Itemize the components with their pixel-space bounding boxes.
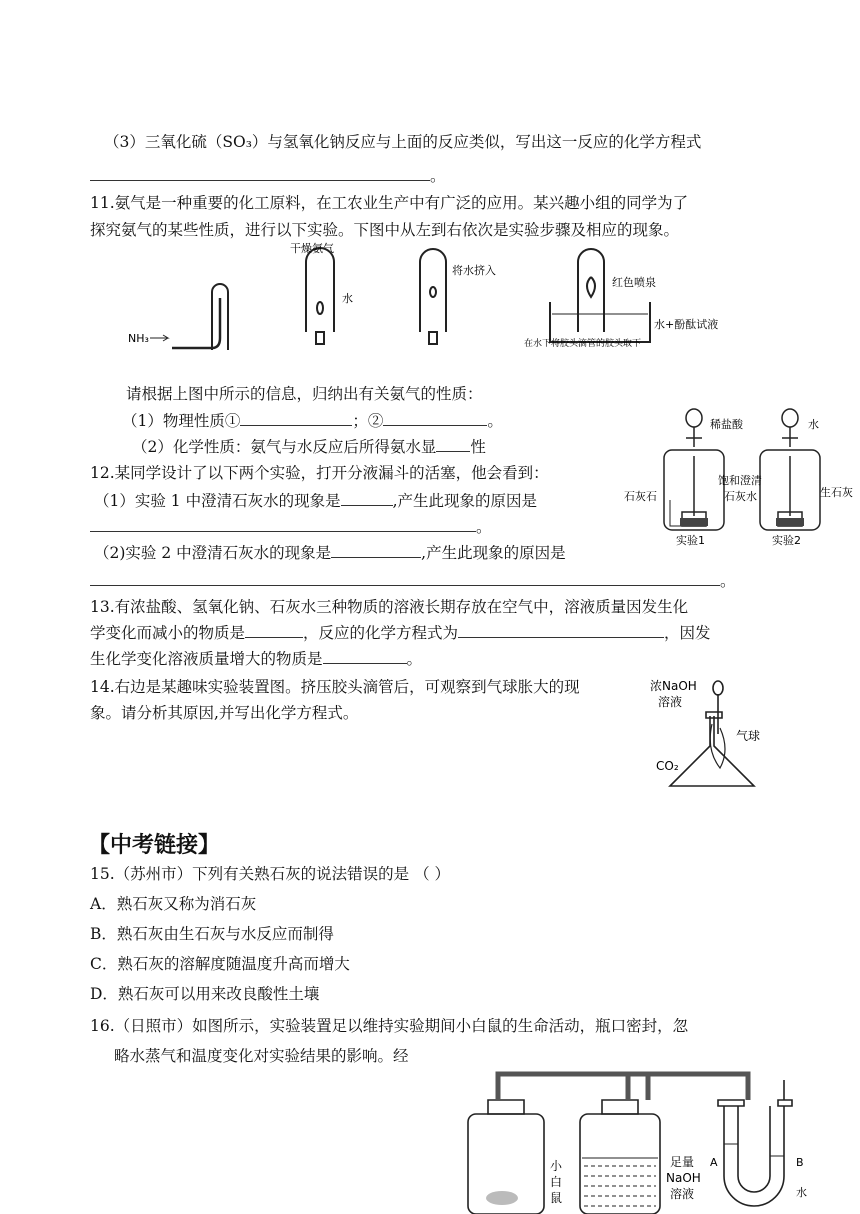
naoh-label-1: 浓NaOH [650, 679, 697, 693]
limestone-label: 石灰石 [624, 490, 657, 503]
fountain-label: 红色喷泉 [612, 276, 656, 289]
q15-option-d[interactable]: D．熟石灰可以用来改良酸性土壤 [90, 985, 320, 1003]
squeeze-label: 将水挤入 [452, 264, 496, 277]
q16-line1: 16.（日照市）如图所示，实验装置足以维持实验期间小白鼠的生命活动，瓶口密封，忽 [90, 1017, 689, 1035]
co2-label: CO₂ [656, 759, 679, 773]
q11-chemical-property[interactable]: （2）化学性质：氨气与水反应后所得氨水显 性 [132, 438, 486, 456]
q10-3-answer-line[interactable]: 。 [90, 165, 446, 187]
u-tube [718, 1080, 792, 1206]
q14-line1: 14.右边是某趣味实验装置图。挤压胶头滴管后，可观察到气球胀大的现 [90, 678, 580, 696]
q15-option-b[interactable]: B．熟石灰由生石灰与水反应而制得 [90, 925, 334, 943]
ammonia-fountain-figure [120, 242, 740, 350]
tube-2 [306, 248, 334, 344]
q12-part2[interactable]: （2)实验 2 中澄清石灰水的现象是 ,产生此现象的原因是 [94, 544, 566, 562]
nh3-label: NH₃ [128, 332, 149, 345]
label-a: A [710, 1156, 718, 1169]
balloon-label: 气球 [736, 729, 761, 743]
q11-line2: 探究氨气的某些性质，进行以下实验。下图中从左到右依次是实验步骤及相应的现象。 [90, 221, 680, 239]
mouse-icon [486, 1191, 518, 1205]
quicklime-solid [776, 518, 804, 526]
limewater-experiment-figure [624, 400, 856, 548]
bottle-naoh [580, 1074, 748, 1214]
q15-option-a[interactable]: A．熟石灰又称为消石灰 [90, 895, 257, 913]
arrow-icon [150, 335, 168, 341]
q12-part2-answer[interactable]: 。 [90, 570, 736, 592]
q10-3-text: （3）三氧化硫（SO₃）与氢氧化钠反应与上面的反应类似，写出这一反应的化学方程式 [104, 133, 702, 151]
exp2-label: 实验2 [772, 534, 801, 547]
q16-line2: 略水蒸气和温度变化对实验结果的影响。经 [114, 1047, 409, 1065]
water-label-3: 水 [796, 1186, 807, 1199]
naoh-label-c: 溶液 [670, 1187, 695, 1201]
mouse-label-1: 小 [550, 1159, 563, 1173]
dry-ammonia-label: 干燥氨气 [290, 242, 334, 255]
fountain-apparatus [550, 249, 650, 342]
limestone-solid [680, 518, 708, 526]
q15-option-c[interactable]: C．熟石灰的溶解度随温度升高而增大 [90, 955, 350, 973]
water-label-2: 水 [808, 418, 819, 431]
hcl-label: 稀盐酸 [710, 418, 743, 431]
mouse-label-2: 白 [550, 1175, 563, 1189]
tube-1 [172, 284, 228, 350]
q11-physical-property[interactable]: （1）物理性质① ；② 。 [122, 412, 503, 430]
q13-line3[interactable]: 生化学变化溶液质量增大的物质是 。 [90, 650, 423, 668]
naoh-label-2: 溶液 [658, 695, 683, 709]
q11-prompt: 请根据上图中所示的信息，归纳出有关氨气的性质： [126, 385, 483, 403]
limewater-label-2: 石灰水 [724, 490, 757, 503]
q11-line1: 11.氨气是一种重要的化工原料，在工农业生产中有广泛的应用。某兴趣小组的同学为了 [90, 194, 689, 212]
q12-line1: 12.某同学设计了以下两个实验，打开分液漏斗的活塞，他会看到： [90, 464, 549, 482]
figure-caption: 在水下将胶头滴管的胶头取下 [524, 339, 642, 349]
q15-stem: 15.（苏州市）下列有关熟石灰的说法错误的是 （ ） [90, 865, 451, 883]
mouse-naoh-apparatus-figure [462, 1066, 822, 1214]
label-b: B [796, 1156, 804, 1169]
balloon-co2-figure [650, 676, 780, 794]
phenolphthalein-label: 水+酚酞试液 [654, 318, 719, 331]
tube-3 [420, 249, 446, 344]
quicklime-label: 生石灰 [820, 486, 853, 499]
exp1-label: 实验1 [676, 534, 705, 547]
limewater-label-1: 饱和澄清 [718, 474, 762, 487]
mouse-label-3: 鼠 [550, 1191, 563, 1205]
q12-part1-answer[interactable]: 。 [90, 516, 492, 538]
naoh-label-b: NaOH [666, 1171, 701, 1185]
section-heading: 【中考链接】 [88, 833, 221, 858]
q13-line2[interactable]: 学变化而减小的物质是 ，反应的化学方程式为 ，因发 [90, 624, 711, 642]
q14-line2: 象。请分析其原因,并写出化学方程式。 [90, 704, 359, 722]
q12-part1[interactable]: （1）实验 1 中澄清石灰水的现象是 ,产生此现象的原因是 [94, 492, 538, 510]
water-label: 水 [342, 292, 353, 305]
naoh-label-a: 足量 [670, 1155, 695, 1169]
q13-line1: 13.有浓盐酸、氢氧化钠、石灰水三种物质的溶液长期存放在空气中，溶液质量因发生化 [90, 598, 689, 616]
